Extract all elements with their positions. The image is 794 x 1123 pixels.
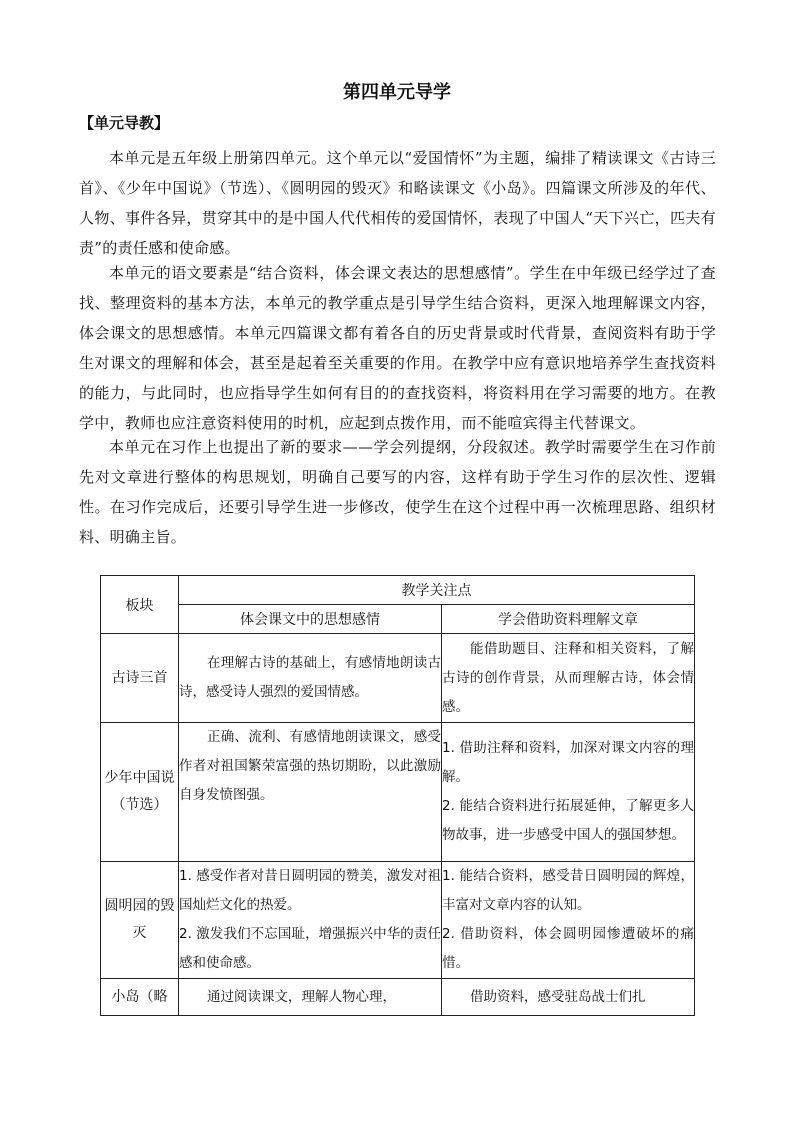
row-topic: 小岛（略	[101, 979, 179, 1016]
row-material-cell	[442, 862, 695, 979]
table-row	[101, 862, 695, 979]
feel-text: 在理解古诗的基础上，有感情地朗读古诗，感受诗人强烈的爱国情感。	[179, 655, 441, 700]
column-header-block: 板块	[101, 576, 179, 634]
page-title: 第四单元导学	[343, 82, 451, 103]
row-topic: 圆明园的毁灭	[101, 862, 179, 979]
table-subheader-row	[101, 605, 695, 634]
row-material-cell	[442, 979, 695, 1016]
row-feel-cell	[179, 723, 442, 862]
table-row	[101, 634, 695, 723]
section-heading: 【单元导教】	[79, 114, 170, 132]
row-material-cell	[442, 634, 695, 723]
row-material-cell	[442, 723, 695, 862]
row-feel-cell	[179, 862, 442, 979]
row-feel-cell	[179, 979, 442, 1016]
material-text: 借助资料，感受驻岛战士们扎	[470, 988, 646, 1005]
feel-item-2: 2. 激发我们不忘国耻，增强振兴中华的责任感和使命感。	[179, 926, 441, 971]
feel-text: 正确、流利、有感情地朗读课文，感受作者对祖国繁荣富强的热切期盼，以此激励自身发愤图强。	[179, 729, 441, 803]
teaching-focus-table	[100, 575, 695, 1016]
feel-text: 通过阅读课文，理解人物心理，	[207, 988, 396, 1005]
paragraph-language-elements: 本单元的语文要素是“结合资料，体会课文表达的思想感情”。学生在中年级已经学过了查找、整理资料的基本方法，本单元的教学重点是引导学生结合资料，更深入地理解课文内容，体会课文的思想感情。本单元四篇课文都有着各自的历史背景或时代背景，查阅资料有助于学生对课文的理解和体会，甚至是起着至关重要的作用。在教学中应有意识地培养学生查找资料的能力，与此同时，也应指导学生如何有目的的查找资料，将资料用在学习需要的地方。在教学中，教师也应注意资料使用的时机，应起到点拨作用，而不能喧宾得主代替课文。	[79, 264, 716, 432]
paragraph-writing: 本单元在习作上也提出了新的要求——学会列提纲，分段叙述。教学时需要学生在习作前先对文章进行整体的构思规划，明确自己要写的内容，这样有助于学生习作的层次性、逻辑性。在习作完成后，还要引导学生进一步修改，使学生在这个过程中再一次梳理思路、组织材料、明确主旨。	[79, 438, 716, 546]
column-header-focus: 教学关注点	[179, 576, 695, 605]
table-header-row	[101, 576, 695, 605]
material-item-1: 1. 能结合资料，感受昔日圆明园的辉煌，丰富对文章内容的认知。	[442, 868, 694, 913]
row-topic: 少年中国说（节选）	[101, 723, 179, 862]
material-text: 能借助题目、注释和相关资料，了解古诗的创作背景，从而理解古诗，体会情感。	[442, 640, 694, 715]
feel-item-1: 1. 感受作者对昔日圆明园的赞美，激发对祖国灿烂文化的热爱。	[179, 868, 441, 913]
material-item-2: 2. 借助资料，体会圆明园惨遭破坏的痛惜。	[442, 926, 694, 971]
row-topic: 古诗三首	[101, 634, 179, 723]
paragraph-intro: 本单元是五年级上册第四单元。这个单元以“爱国情怀”为主题，编排了精读课文《古诗三首》、《少年中国说》（节选）、《圆明园的毁灭》和略读课文《小岛》。四篇课文所涉及的年代、人物、事件各异，贯穿其中的是中国人代代相传的爱国情怀，表现了中国人“天下兴亡，匹夫有责”的责任感和使命感。	[79, 149, 716, 257]
material-item-2: 2. 能结合资料进行拓展延伸，了解更多人物故事，进一步感受中国人的强国梦想。	[442, 798, 694, 843]
table-row	[101, 979, 695, 1016]
row-feel-cell	[179, 634, 442, 723]
column-header-material: 学会借助资料理解文章	[442, 605, 695, 634]
material-item-1: 1. 借助注释和资料，加深对课文内容的理解。	[442, 740, 694, 785]
table-row	[101, 723, 695, 862]
column-header-feel: 体会课文中的思想感情	[179, 605, 442, 634]
